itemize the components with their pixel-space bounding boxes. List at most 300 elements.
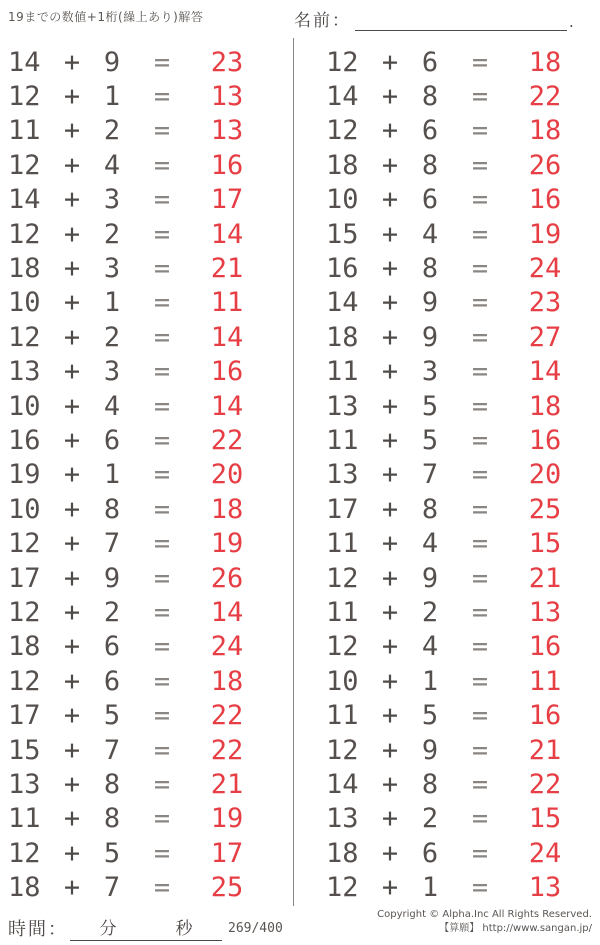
operand-a: 14 [326, 287, 359, 319]
equals-sign: = [153, 424, 171, 456]
operand-b: 8 [421, 493, 439, 525]
equals-sign: = [471, 390, 489, 422]
operand-b: 9 [421, 287, 439, 319]
operand-b: 9 [103, 562, 121, 594]
answer: 13 [210, 115, 244, 147]
copyright-notice [377, 908, 592, 936]
plus-sign: + [381, 665, 399, 697]
problem-row [0, 698, 285, 732]
operand-b: 5 [421, 424, 439, 456]
answer: 13 [210, 81, 244, 113]
problem-row [318, 217, 600, 251]
problem-row [0, 492, 285, 526]
plus-sign: + [381, 459, 399, 491]
operand-b: 6 [103, 631, 121, 663]
operand-b: 5 [421, 390, 439, 422]
equals-sign: = [471, 424, 489, 456]
operand-a: 19 [8, 459, 41, 491]
plus-sign: + [381, 356, 399, 388]
operand-a: 13 [8, 768, 41, 800]
answer: 22 [210, 734, 244, 766]
answer: 18 [210, 665, 244, 697]
equals-sign: = [471, 253, 489, 285]
answer: 14 [210, 390, 244, 422]
problem-row [318, 698, 600, 732]
operand-a: 11 [326, 424, 359, 456]
problem-row [0, 561, 285, 595]
answer: 18 [528, 115, 562, 147]
operand-a: 12 [8, 528, 41, 560]
plus-sign: + [381, 253, 399, 285]
operand-a: 14 [8, 46, 41, 78]
answer: 15 [528, 803, 562, 835]
problem-row [318, 664, 600, 698]
equals-sign: = [153, 734, 171, 766]
plus-sign: + [63, 528, 81, 560]
plus-sign: + [63, 803, 81, 835]
answer: 14 [210, 218, 244, 250]
operand-b: 8 [103, 493, 121, 525]
operand-b: 8 [103, 803, 121, 835]
column-divider-line [293, 38, 294, 906]
answer: 14 [210, 596, 244, 628]
equals-sign: = [153, 837, 171, 869]
plus-sign: + [381, 321, 399, 353]
operand-a: 17 [326, 493, 359, 525]
plus-sign: + [381, 46, 399, 78]
plus-sign: + [63, 837, 81, 869]
plus-sign: + [63, 596, 81, 628]
problem-row [318, 45, 600, 79]
operand-b: 9 [421, 321, 439, 353]
equals-sign: = [471, 734, 489, 766]
problem-row [318, 148, 600, 182]
operand-b: 6 [103, 424, 121, 456]
equals-sign: = [471, 459, 489, 491]
operand-b: 2 [421, 596, 439, 628]
answer: 16 [528, 424, 562, 456]
operand-a: 12 [8, 81, 41, 113]
problem-row [318, 79, 600, 113]
plus-sign: + [381, 149, 399, 181]
operand-a: 18 [8, 253, 41, 285]
operand-b: 7 [103, 872, 121, 904]
answer: 26 [210, 562, 244, 594]
operand-a: 14 [8, 184, 41, 216]
operand-a: 14 [326, 81, 359, 113]
plus-sign: + [63, 356, 81, 388]
operand-b: 9 [421, 734, 439, 766]
operand-b: 9 [103, 46, 121, 78]
problem-row [318, 114, 600, 148]
plus-sign: + [63, 390, 81, 422]
plus-sign: + [381, 81, 399, 113]
operand-a: 12 [8, 665, 41, 697]
equals-sign: = [153, 218, 171, 250]
operand-b: 6 [421, 46, 439, 78]
page-title: 19までの数値+1桁(繰上あり)解答 [8, 10, 204, 24]
problem-row [0, 630, 285, 664]
plus-sign: + [381, 424, 399, 456]
equals-sign: = [153, 631, 171, 663]
answer: 25 [528, 493, 562, 525]
operand-b: 9 [421, 562, 439, 594]
answer: 18 [528, 390, 562, 422]
seconds-label: 秒 [175, 919, 193, 939]
plus-sign: + [63, 218, 81, 250]
copyright-line2: 【算願】 http://www.sangan.jp/ [439, 923, 592, 934]
answer: 22 [528, 81, 562, 113]
name-blank-line[interactable] [355, 10, 567, 31]
problem-row [318, 526, 600, 560]
problem-row [318, 183, 600, 217]
operand-a: 10 [8, 493, 41, 525]
equals-sign: = [471, 803, 489, 835]
equals-sign: = [153, 253, 171, 285]
plus-sign: + [63, 700, 81, 732]
problem-row [0, 183, 285, 217]
problem-row [318, 870, 600, 904]
problem-row [318, 561, 600, 595]
page-number: 269/400 [228, 921, 283, 936]
answer: 19 [210, 528, 244, 560]
operand-b: 3 [421, 356, 439, 388]
name-label: 名前： [294, 11, 351, 31]
operand-b: 2 [103, 596, 121, 628]
answer: 16 [528, 631, 562, 663]
plus-sign: + [381, 837, 399, 869]
equals-sign: = [153, 390, 171, 422]
problem-row [318, 251, 600, 285]
problem-row [0, 286, 285, 320]
equals-sign: = [153, 46, 171, 78]
equals-sign: = [471, 184, 489, 216]
operand-a: 14 [326, 768, 359, 800]
answer: 26 [528, 149, 562, 181]
problem-row [0, 767, 285, 801]
operand-b: 8 [421, 768, 439, 800]
operand-b: 7 [103, 734, 121, 766]
equals-sign: = [153, 459, 171, 491]
equals-sign: = [471, 81, 489, 113]
operand-a: 11 [326, 528, 359, 560]
operand-b: 4 [421, 528, 439, 560]
plus-sign: + [63, 321, 81, 353]
equals-sign: = [471, 872, 489, 904]
problem-row [0, 320, 285, 354]
operand-b: 4 [421, 218, 439, 250]
equals-sign: = [153, 115, 171, 147]
operand-b: 2 [103, 115, 121, 147]
answer: 19 [210, 803, 244, 835]
answer: 11 [528, 665, 562, 697]
plus-sign: + [381, 768, 399, 800]
problem-row [318, 355, 600, 389]
operand-b: 1 [421, 665, 439, 697]
problem-row [0, 45, 285, 79]
operand-a: 12 [8, 596, 41, 628]
problem-row [318, 767, 600, 801]
operand-b: 3 [103, 253, 121, 285]
plus-sign: + [381, 390, 399, 422]
name-line-period: . [569, 13, 574, 31]
equals-sign: = [153, 562, 171, 594]
answer: 22 [528, 768, 562, 800]
plus-sign: + [381, 872, 399, 904]
answer: 18 [528, 46, 562, 78]
problem-row [0, 148, 285, 182]
answer: 14 [210, 321, 244, 353]
operand-a: 17 [8, 562, 41, 594]
operand-a: 13 [326, 803, 359, 835]
equals-sign: = [471, 493, 489, 525]
operand-b: 6 [421, 115, 439, 147]
problem-row [0, 114, 285, 148]
problem-row [0, 217, 285, 251]
plus-sign: + [63, 768, 81, 800]
equals-sign: = [471, 46, 489, 78]
operand-b: 7 [421, 459, 439, 491]
operand-b: 4 [103, 149, 121, 181]
operand-a: 18 [8, 631, 41, 663]
operand-b: 8 [421, 81, 439, 113]
plus-sign: + [63, 424, 81, 456]
time-label: 時間： [8, 919, 68, 940]
answer: 23 [528, 287, 562, 319]
operand-a: 11 [326, 596, 359, 628]
problem-row [318, 458, 600, 492]
answer: 21 [528, 734, 562, 766]
operand-a: 18 [326, 837, 359, 869]
equals-sign: = [471, 596, 489, 628]
operand-a: 18 [8, 872, 41, 904]
problem-row [0, 664, 285, 698]
answer: 24 [528, 837, 562, 869]
plus-sign: + [381, 218, 399, 250]
problem-row [318, 836, 600, 870]
operand-a: 16 [326, 253, 359, 285]
plus-sign: + [63, 734, 81, 766]
operand-a: 10 [326, 665, 359, 697]
operand-b: 5 [103, 837, 121, 869]
minutes-label: 分 [99, 919, 117, 939]
equals-sign: = [153, 493, 171, 525]
operand-b: 4 [103, 390, 121, 422]
operand-a: 12 [326, 872, 359, 904]
operand-a: 12 [326, 562, 359, 594]
operand-b: 2 [103, 321, 121, 353]
equals-sign: = [153, 596, 171, 628]
operand-b: 2 [103, 218, 121, 250]
operand-a: 17 [8, 700, 41, 732]
operand-a: 15 [326, 218, 359, 250]
equals-sign: = [471, 149, 489, 181]
plus-sign: + [381, 631, 399, 663]
problem-row [318, 286, 600, 320]
answer: 11 [210, 287, 244, 319]
operand-a: 13 [326, 459, 359, 491]
operand-b: 8 [421, 253, 439, 285]
operand-a: 10 [8, 390, 41, 422]
answer: 14 [528, 356, 562, 388]
operand-a: 12 [326, 734, 359, 766]
operand-a: 12 [326, 115, 359, 147]
answer: 17 [210, 184, 244, 216]
plus-sign: + [63, 493, 81, 525]
plus-sign: + [63, 287, 81, 319]
plus-sign: + [63, 149, 81, 181]
problem-row [318, 320, 600, 354]
operand-b: 5 [103, 700, 121, 732]
plus-sign: + [63, 115, 81, 147]
operand-b: 3 [103, 356, 121, 388]
problem-row [0, 836, 285, 870]
plus-sign: + [381, 803, 399, 835]
answer: 16 [528, 184, 562, 216]
answer: 27 [528, 321, 562, 353]
time-blank-line[interactable] [70, 914, 222, 941]
operand-a: 15 [8, 734, 41, 766]
problem-row [0, 595, 285, 629]
operand-a: 10 [8, 287, 41, 319]
problem-row [318, 492, 600, 526]
operand-b: 6 [421, 837, 439, 869]
operand-a: 11 [326, 700, 359, 732]
operand-b: 1 [103, 459, 121, 491]
answer: 15 [528, 528, 562, 560]
plus-sign: + [381, 493, 399, 525]
equals-sign: = [153, 768, 171, 800]
equals-sign: = [471, 528, 489, 560]
problem-row [0, 733, 285, 767]
operand-a: 12 [326, 46, 359, 78]
plus-sign: + [63, 253, 81, 285]
operand-b: 8 [103, 768, 121, 800]
equals-sign: = [471, 837, 489, 869]
operand-b: 1 [421, 872, 439, 904]
answer: 17 [210, 837, 244, 869]
answer: 20 [528, 459, 562, 491]
operand-b: 6 [103, 665, 121, 697]
equals-sign: = [153, 528, 171, 560]
operand-b: 1 [103, 81, 121, 113]
problem-row [0, 870, 285, 904]
answer: 24 [210, 631, 244, 663]
equals-sign: = [153, 149, 171, 181]
operand-b: 6 [421, 184, 439, 216]
equals-sign: = [471, 768, 489, 800]
plus-sign: + [63, 631, 81, 663]
plus-sign: + [381, 734, 399, 766]
problem-row [0, 458, 285, 492]
problem-row [0, 389, 285, 423]
problem-row [0, 355, 285, 389]
problem-row [318, 595, 600, 629]
equals-sign: = [471, 115, 489, 147]
equals-sign: = [471, 218, 489, 250]
equals-sign: = [471, 665, 489, 697]
operand-a: 12 [8, 149, 41, 181]
operand-a: 10 [326, 184, 359, 216]
equals-sign: = [471, 700, 489, 732]
plus-sign: + [381, 562, 399, 594]
plus-sign: + [381, 596, 399, 628]
operand-a: 16 [8, 424, 41, 456]
answer: 16 [528, 700, 562, 732]
answer: 21 [210, 768, 244, 800]
answer: 21 [210, 253, 244, 285]
equals-sign: = [471, 562, 489, 594]
plus-sign: + [63, 81, 81, 113]
operand-b: 3 [103, 184, 121, 216]
answer: 25 [210, 872, 244, 904]
problem-row [0, 526, 285, 560]
plus-sign: + [63, 872, 81, 904]
answer: 23 [210, 46, 244, 78]
answer: 16 [210, 149, 244, 181]
equals-sign: = [153, 81, 171, 113]
plus-sign: + [381, 528, 399, 560]
answer: 16 [210, 356, 244, 388]
answer: 18 [210, 493, 244, 525]
operand-a: 18 [326, 149, 359, 181]
problems-column-left [0, 45, 285, 905]
equals-sign: = [471, 631, 489, 663]
problem-row [0, 423, 285, 457]
operand-b: 8 [421, 149, 439, 181]
plus-sign: + [381, 184, 399, 216]
problem-row [0, 79, 285, 113]
equals-sign: = [471, 321, 489, 353]
copyright-line1: Copyright © Alpha.Inc All Rights Reserved. [377, 909, 592, 920]
operand-b: 2 [421, 803, 439, 835]
answer: 20 [210, 459, 244, 491]
plus-sign: + [63, 562, 81, 594]
answer: 19 [528, 218, 562, 250]
problem-row [318, 423, 600, 457]
answer: 21 [528, 562, 562, 594]
operand-a: 12 [8, 321, 41, 353]
equals-sign: = [153, 700, 171, 732]
plus-sign: + [63, 46, 81, 78]
equals-sign: = [153, 665, 171, 697]
operand-b: 4 [421, 631, 439, 663]
operand-b: 5 [421, 700, 439, 732]
equals-sign: = [153, 803, 171, 835]
problem-row [318, 733, 600, 767]
equals-sign: = [153, 872, 171, 904]
operand-a: 12 [8, 837, 41, 869]
operand-a: 12 [8, 218, 41, 250]
equals-sign: = [471, 287, 489, 319]
plus-sign: + [63, 665, 81, 697]
operand-a: 18 [326, 321, 359, 353]
equals-sign: = [153, 321, 171, 353]
problem-row [318, 389, 600, 423]
answer: 13 [528, 596, 562, 628]
operand-b: 7 [103, 528, 121, 560]
operand-a: 11 [326, 356, 359, 388]
answer: 24 [528, 253, 562, 285]
operand-a: 13 [326, 390, 359, 422]
answer: 22 [210, 424, 244, 456]
time-field [8, 914, 222, 941]
equals-sign: = [153, 356, 171, 388]
operand-a: 12 [326, 631, 359, 663]
plus-sign: + [381, 287, 399, 319]
plus-sign: + [381, 115, 399, 147]
answer: 13 [528, 872, 562, 904]
